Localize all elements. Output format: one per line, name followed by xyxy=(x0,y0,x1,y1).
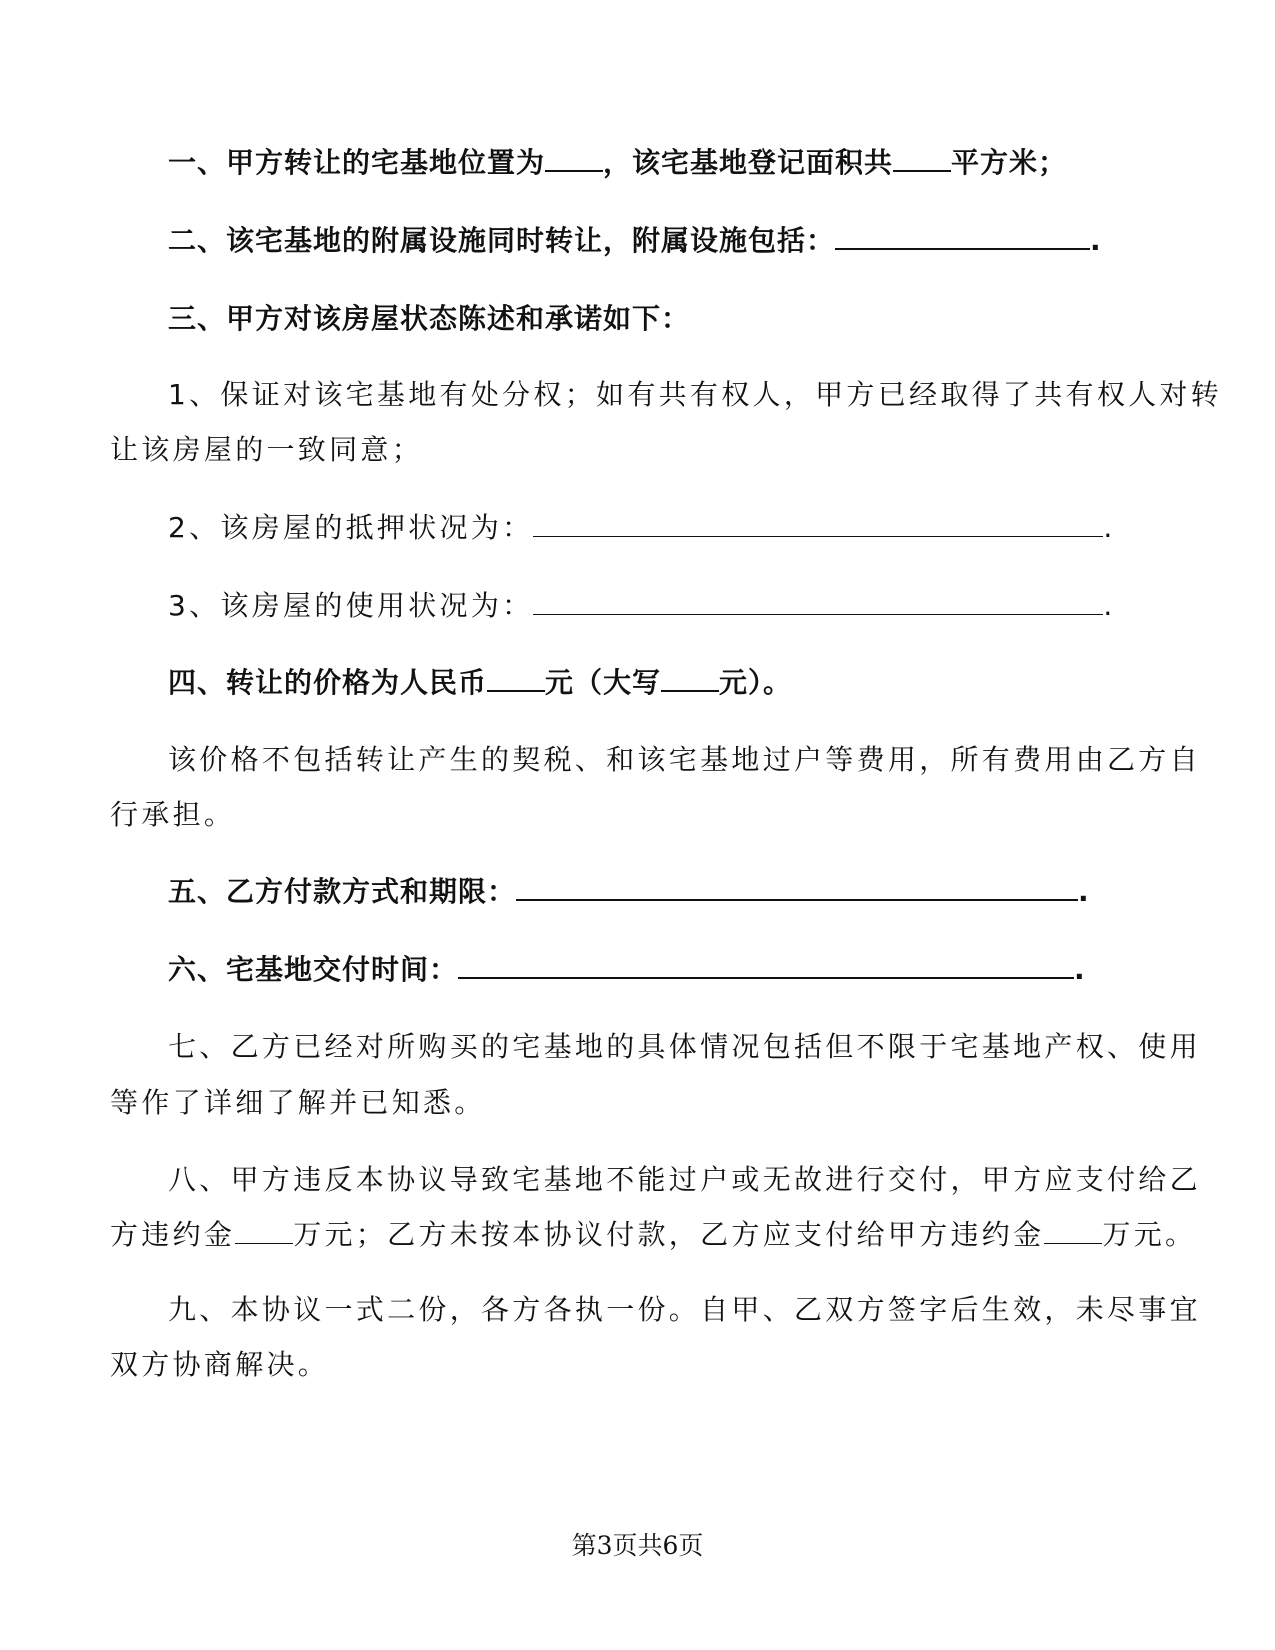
page-number: 第3页共6页 xyxy=(571,1531,704,1560)
clause-4: 四、转让的价格为人民币 元（大写 元）。 xyxy=(168,666,793,699)
clause-3-2: 2、该房屋的抵押状况为： . xyxy=(168,511,1116,544)
clause-3-3: 3、该房屋的使用状况为： . xyxy=(168,589,1116,622)
blank-price xyxy=(487,664,545,692)
clause-9-line2: 双方协商解决。 xyxy=(110,1348,330,1381)
clause-3-1-line2: 让该房屋的一致同意； xyxy=(110,433,424,466)
clause-2: 二、该宅基地的附属设施同时转让，附属设施包括： . xyxy=(168,224,1102,257)
blank-facilities xyxy=(835,222,1090,250)
blank-usage-status xyxy=(533,588,1103,615)
clause-7-line1: 七、乙方已经对所购买的宅基地的具体情况包括但不限于宅基地产权、使用 xyxy=(168,1030,1201,1063)
clause-3: 三、甲方对该房屋状态陈述和承诺如下： xyxy=(168,302,691,335)
blank-delivery-time xyxy=(458,951,1074,979)
clause-3-1-line1: 1、保证对该宅基地有处分权；如有共有权人，甲方已经取得了共有权人对转 xyxy=(168,378,1223,411)
blank-area xyxy=(893,144,951,172)
blank-mortgage-status xyxy=(533,510,1103,537)
clause-5: 五、乙方付款方式和期限： . xyxy=(168,875,1090,908)
blank-location xyxy=(545,144,603,172)
clause-6: 六、宅基地交付时间： . xyxy=(168,953,1086,986)
blank-penalty-party-a xyxy=(235,1217,293,1244)
clause-9-line1: 九、本协议一式二份，各方各执一份。自甲、乙双方签字后生效，未尽事宜 xyxy=(168,1293,1201,1326)
clause-4-note-line2: 行承担。 xyxy=(110,798,236,831)
clause-7-line2: 等作了详细了解并已知悉。 xyxy=(110,1086,486,1119)
blank-payment-terms xyxy=(516,873,1078,901)
clause-8-line2: 方违约金 万元；乙方未按本协议付款，乙方应支付给甲方违约金 万元。 xyxy=(110,1218,1197,1251)
clause-8-line1: 八、甲方违反本协议导致宅基地不能过户或无故进行交付，甲方应支付给乙 xyxy=(168,1163,1201,1196)
blank-penalty-party-b xyxy=(1044,1217,1102,1244)
blank-price-uppercase xyxy=(661,664,719,692)
clause-1: 一、甲方转让的宅基地位置为 ，该宅基地登记面积共 平方米； xyxy=(168,146,1068,179)
clause-4-note-line1: 该价格不包括转让产生的契税、和该宅基地过户等费用，所有费用由乙方自 xyxy=(168,743,1201,776)
